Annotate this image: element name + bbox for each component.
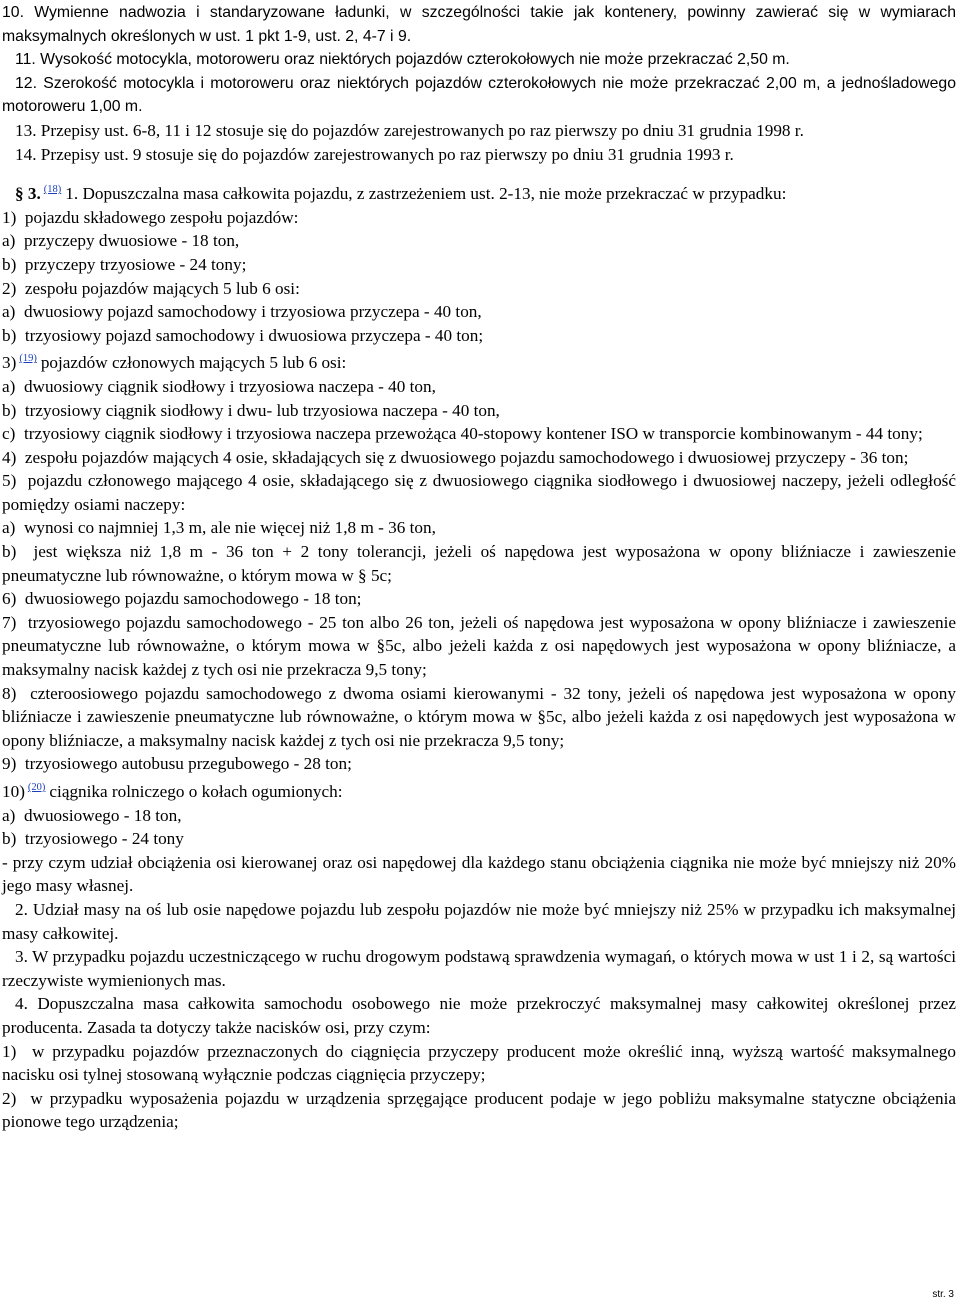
paragraph-ust-3: 3. W przypadku pojazdu uczestniczącego w ruchu drogowym podstawą sprawdzenia wymagań, o których mowa w ust 1 i 2, są wartości rzeczywiste wymienionych mas.: [2, 947, 956, 990]
section-3-heading: [2, 178, 958, 206]
list-item-1b: b) przyczepy trzyosiowe - 24 tony;: [2, 254, 247, 274]
paragraph-ust-2: 2. Udział masy na oś lub osie napędowe pojazdu lub zespołu pojazdów nie może być mniejszy niż 25% w przypadku ich maksymalnej masy całkowitej.: [2, 899, 956, 943]
section-3-intro: 1. Dopuszczalna masa całkowita pojazdu, z zastrzeżeniem ust. 2-13, nie może przekraczać w przypadku:: [65, 184, 787, 204]
list-item-5: 5) pojazdu członowego mającego 4 osie, składającego się z dwuosiowego ciągnika siodłowego i dwuosiowej naczepy, jeżeli odległość pomiędzy osiami naczepy:: [2, 471, 956, 514]
footnote-link-19[interactable]: (19): [19, 353, 37, 365]
paragraph-ust-4: 4. Dopuszczalna masa całkowita samochodu osobowego nie może przekroczyć maksymalnej masy całkowitej określonej przez producenta. Zasada ta dotyczy także nacisków osi, przy czym:: [2, 994, 956, 1037]
list-item-ust-4-2: 2) w przypadku wyposażenia pojazdu w urządzenia sprzęgające producent podaje w jego pobliżu maksymalne statyczne obciążenia pionowe tego urządzenia;: [2, 1088, 956, 1132]
paragraph-11: 11. Wysokość motocykla, motoroweru oraz niektórych pojazdów czterokołowych nie może przekraczać 2,50 m.: [15, 51, 790, 69]
list-item-3c: c) trzyosiowy ciągnik siodłowy i trzyosiowa naczepa przewożąca 40-stopowy kontener ISO w transporcie kombinowanym - 44 tony;: [2, 424, 923, 444]
list-item-2: 2) zespołu pojazdów mających 5 lub 6 osi:: [2, 278, 300, 298]
page-number: str. 3: [932, 1289, 954, 1300]
list-item-3-text: pojazdów członowych mających 5 lub 6 osi:: [40, 353, 347, 373]
list-item-4: 4) zespołu pojazdów mających 4 osie, składających się z dwuosiowego pojazdu samochodowego i dwuosiowej przyczepy - 36 ton;: [2, 447, 909, 467]
list-item-ust-4-1: 1) w przypadku pojazdów przeznaczonych do ciągnięcia przyczepy producent może określić inną, wyższą wartość maksymalnego nacisku osi tylnej stosowaną wyłącznie podczas ciągnięcia przyczepy;: [2, 1041, 956, 1085]
footnote-link-18[interactable]: (18): [43, 184, 62, 196]
list-item-2a: a) dwuosiowy pojazd samochodowy i trzyosiowa przyczepa - 40 ton,: [2, 302, 482, 322]
list-item-7: 7) trzyosiowego pojazdu samochodowego - 25 ton albo 26 ton, jeżeli oś napędowa jest wyposażona w opony bliźniacze i zawieszenie pneumatyczne lub równoważne, o którym mowa w §5c, albo jeżeli każda z osi napędowych jest wyposażona w opony bliźniacze, a maksymalny nacisk każdej z tych osi nie przekracza 9,5 tony;: [2, 612, 956, 680]
list-item-3b: b) trzyosiowy ciągnik siodłowy i dwu- lub trzyosiowa naczepa - 40 ton,: [2, 400, 500, 420]
list-item-10: [2, 776, 958, 804]
paragraph-12: 12. Szerokość motocykla i motoroweru oraz niektórych pojazdów czterokołowych nie może przekraczać 2,00 m, a jednośladowego motoroweru 1,00 m.: [2, 74, 956, 116]
list-item-6: 6) dwuosiowego pojazdu samochodowego - 18 ton;: [2, 589, 362, 609]
list-item-5b: b) jest większa niż 1,8 m - 36 ton + 2 tony tolerancji, jeżeli oś napędowa jest wyposażona w opony bliźniacze i zawieszenie pneumatyczne lub równoważne, o którym mowa w § 5c;: [2, 542, 956, 585]
dash-paragraph: - przy czym udział obciążenia osi kierowanej oraz osi napędowej dla każdego stanu obciążenia ciągnika nie może być mniejszy niż 20% jego masy własnej.: [2, 852, 956, 896]
list-item-3: [2, 347, 958, 375]
list-item-10-number: 10): [2, 782, 25, 801]
list-item-5a: a) wynosi co najmniej 1,3 m, ale nie więcej niż 1,8 m - 36 ton,: [2, 518, 436, 538]
list-item-3a: a) dwuosiowy ciągnik siodłowy i trzyosiowa naczepa - 40 ton,: [2, 376, 436, 396]
list-item-9: 9) trzyosiowego autobusu przegubowego - 28 ton;: [2, 754, 352, 774]
paragraph-13: 13. Przepisy ust. 6-8, 11 i 12 stosuje się do pojazdów zarejestrowanych po raz pierwszy po dniu 31 grudnia 1998 r.: [15, 120, 804, 140]
list-item-3-number: 3): [2, 353, 17, 373]
list-item-8: 8) czteroosiowego pojazdu samochodowego z dwoma osiami kierowanymi - 32 tony, jeżeli oś napędowa jest wyposażona w opony bliźniacze i zawieszenie pneumatyczne lub równoważne, o którym mowa w §5c, albo jeżeli każda z osi napędowych jest wyposażona w opony bliźniacze, a maksymalny nacisk każdej z tych osi nie przekracza 9,5 tony;: [2, 683, 956, 750]
footnote-link-20[interactable]: (20): [27, 782, 46, 793]
list-item-10a: a) dwuosiowego - 18 ton,: [2, 805, 182, 825]
section-marker: § 3.: [15, 184, 41, 204]
list-item-1: 1) pojazdu składowego zespołu pojazdów:: [2, 207, 299, 227]
paragraph-14: 14. Przepisy ust. 9 stosuje się do pojazdów zarejestrowanych po raz pierwszy po dniu 31 grudnia 1993 r.: [15, 144, 734, 164]
document-content: [2, 1, 958, 1134]
list-item-10-text: ciągnika rolniczego o kołach ogumionych:: [49, 782, 343, 801]
list-item-1a: a) przyczepy dwuosiowe - 18 ton,: [2, 231, 240, 251]
section-gap: [2, 166, 958, 178]
list-item-2b: b) trzyosiowy pojazd samochodowy i dwuosiowa przyczepa - 40 ton;: [2, 325, 484, 345]
paragraph-10: 10. Wymienne nadwozia i standaryzowane ładunki, w szczególności takie jak kontenery, powinny zawierać się w wymiarach maksymalnych określonych w ust. 1 pkt 1-9, ust. 2, 4-7 i 9.: [2, 4, 956, 45]
list-item-10b: b) trzyosiowego - 24 tony: [2, 829, 184, 849]
